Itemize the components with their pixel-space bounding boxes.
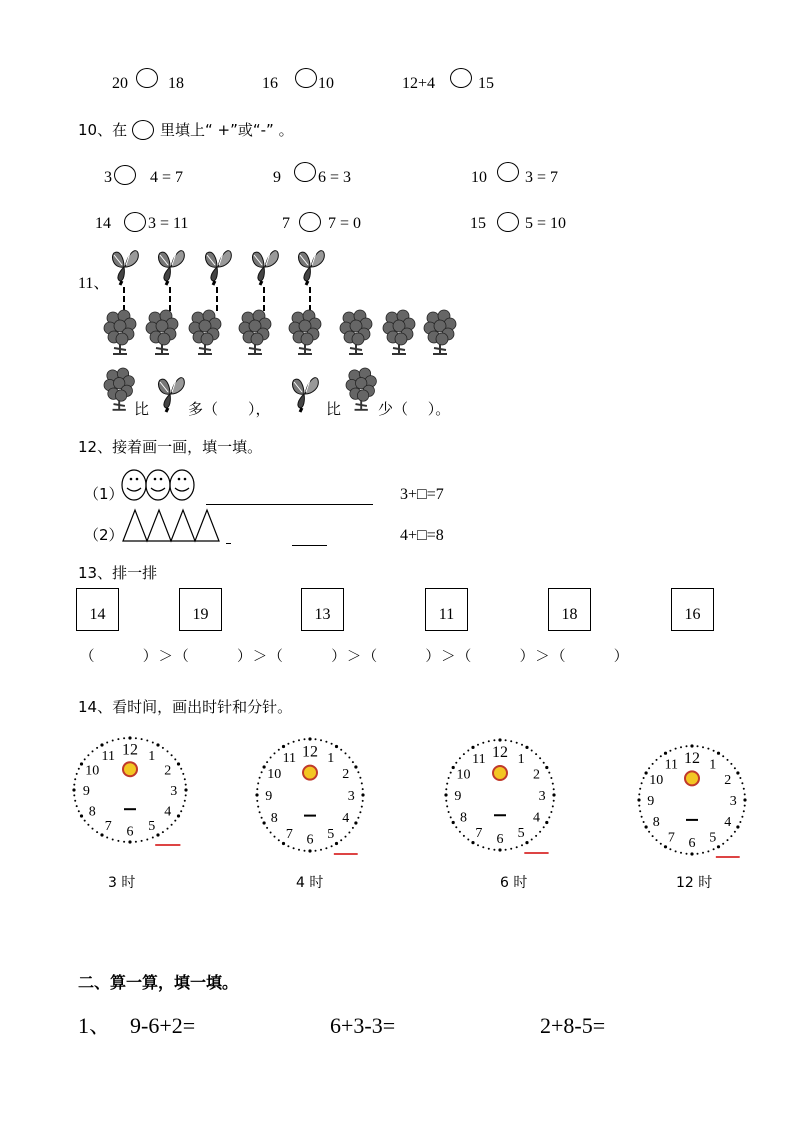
row-number: 1、 [78, 1013, 112, 1038]
svg-text:10: 10 [649, 772, 664, 788]
q12-title: 12、接着画一画，填一填。 [78, 438, 263, 456]
expression: 9-6+2= [130, 1013, 196, 1038]
svg-text:8: 8 [88, 804, 96, 820]
svg-text:4: 4 [724, 815, 732, 831]
svg-text:12: 12 [302, 743, 318, 761]
compare-word: 比 [134, 400, 150, 418]
clock-label: 4 时 [296, 875, 324, 891]
svg-text:12: 12 [122, 741, 138, 759]
svg-text:5: 5 [709, 830, 717, 846]
svg-text:5: 5 [327, 826, 335, 842]
svg-text:4: 4 [164, 804, 172, 820]
answer-circle[interactable] [450, 68, 472, 88]
svg-text:9: 9 [647, 794, 655, 809]
butterfly-icon [110, 247, 140, 285]
flower-icon [346, 368, 376, 412]
smiley-faces [122, 469, 198, 501]
eq-right: 4 = 7 [150, 169, 184, 186]
svg-text:9: 9 [265, 789, 273, 804]
answer-circle[interactable] [497, 162, 519, 182]
flower-icon [104, 368, 134, 412]
compare-right: 10 [318, 75, 334, 92]
number-box [301, 588, 344, 631]
match-line [263, 287, 265, 311]
svg-text:2: 2 [533, 767, 540, 783]
triangles [123, 509, 221, 542]
svg-text:7: 7 [475, 826, 483, 842]
svg-text:6: 6 [688, 836, 696, 852]
flower-icon [104, 310, 136, 356]
q10-number: 10、在 [78, 121, 128, 139]
compare-left: 16 [262, 75, 278, 92]
butterfly-icon [296, 247, 326, 285]
svg-text:5: 5 [517, 826, 525, 842]
svg-text:5: 5 [148, 819, 156, 835]
clock-face[interactable] [440, 734, 560, 864]
eq-left: 15 [470, 215, 486, 232]
eq-left: 9 [273, 169, 281, 186]
expression: 6+3-3= [330, 1013, 396, 1038]
less-blank: 少（ ）。 [378, 400, 451, 418]
eq-left: 14 [95, 215, 111, 232]
svg-text:3: 3 [538, 789, 546, 804]
svg-text:7: 7 [285, 826, 293, 842]
compare-left: 20 [112, 75, 128, 92]
q11-number: 11、 [78, 275, 110, 292]
answer-circle[interactable] [497, 212, 519, 232]
more-blank: 多（ ）， [188, 400, 271, 418]
flower-icon [289, 310, 321, 356]
svg-text:11: 11 [472, 751, 486, 767]
eq-right: 7 = 0 [328, 215, 362, 232]
svg-text:2: 2 [164, 763, 172, 779]
svg-text:11: 11 [282, 751, 297, 767]
clock-label: 3 时 [108, 875, 136, 891]
answer-circle[interactable] [136, 68, 158, 88]
eq-right: 6 = 3 [318, 169, 352, 186]
number: 13 [314, 606, 331, 623]
butterfly-icon [156, 247, 186, 285]
butterfly-icon [156, 374, 186, 412]
number-box [76, 588, 119, 631]
svg-text:9: 9 [454, 789, 462, 804]
svg-text:10: 10 [85, 763, 100, 779]
svg-text:4: 4 [342, 810, 350, 826]
svg-text:6: 6 [126, 824, 134, 840]
eq-right: 3 = 11 [148, 215, 189, 232]
svg-text:1: 1 [709, 757, 717, 773]
flower-icon [189, 310, 221, 356]
expression: 2+8-5= [540, 1013, 606, 1038]
answer-circle[interactable] [294, 162, 316, 182]
clock-label: 12 时 [676, 875, 713, 891]
svg-text:1: 1 [327, 751, 335, 767]
circle-symbol [132, 120, 154, 140]
ordering-blanks[interactable]: （ ）＞（ ）＞（ ）＞（ ）＞（ ）＞（ ） [80, 649, 630, 665]
svg-text:9: 9 [82, 784, 90, 799]
svg-text:11: 11 [664, 757, 679, 773]
eq-left: 7 [282, 215, 290, 232]
number-box [671, 588, 714, 631]
number: 18 [561, 606, 578, 623]
flower-icon [424, 310, 456, 356]
clock-face[interactable] [68, 732, 192, 856]
compare-right: 15 [478, 75, 494, 92]
clock-face[interactable] [251, 733, 369, 865]
equation: 4+□=8 [400, 527, 444, 544]
svg-text:2: 2 [342, 767, 350, 783]
svg-text:1: 1 [148, 748, 156, 764]
answer-line[interactable] [292, 545, 327, 546]
eq-right: 5 = 10 [525, 215, 567, 232]
svg-text:11: 11 [101, 748, 115, 764]
svg-text:6: 6 [306, 832, 314, 848]
flower-icon [340, 310, 372, 356]
clock-label: 6 时 [500, 875, 528, 891]
svg-text:4: 4 [533, 810, 540, 826]
eq-left: 3 [104, 169, 112, 186]
q10-instruction: 里填上“ +”或“-” 。 [160, 121, 294, 139]
equation: 3+□=7 [400, 486, 444, 503]
match-line [309, 287, 311, 311]
compare-word: 比 [326, 400, 342, 418]
flower-icon [383, 310, 415, 356]
match-line [169, 287, 171, 311]
svg-text:6: 6 [496, 831, 504, 847]
number: 16 [684, 606, 701, 623]
clock-face[interactable] [633, 740, 751, 868]
svg-text:8: 8 [652, 815, 660, 831]
number: 11 [438, 606, 455, 623]
part-label: （1） [84, 485, 124, 503]
svg-text:12: 12 [492, 744, 508, 762]
answer-line[interactable] [226, 543, 231, 544]
svg-text:10: 10 [456, 767, 471, 783]
match-line [123, 287, 125, 311]
number-box [425, 588, 468, 631]
answer-line[interactable] [206, 504, 373, 505]
number: 14 [89, 606, 106, 623]
number-box [179, 588, 222, 631]
svg-text:8: 8 [460, 810, 467, 826]
svg-text:8: 8 [270, 810, 278, 826]
number-box [548, 588, 591, 631]
svg-text:12: 12 [684, 749, 700, 767]
eq-right: 3 = 7 [525, 169, 559, 186]
answer-circle[interactable] [295, 68, 317, 88]
match-line [216, 287, 218, 311]
butterfly-icon [250, 247, 280, 285]
compare-right: 18 [168, 75, 184, 92]
compare-left: 12+4 [402, 75, 436, 92]
butterfly-icon [290, 374, 320, 412]
svg-text:2: 2 [724, 772, 732, 788]
answer-circle[interactable] [299, 212, 321, 232]
number: 19 [192, 606, 209, 623]
part-label: （2） [84, 526, 124, 544]
flower-icon [239, 310, 271, 356]
section-title: 二、算一算，填一填。 [78, 973, 239, 992]
eq-left: 10 [471, 169, 487, 186]
svg-text:3: 3 [170, 784, 178, 799]
butterfly-icon [203, 247, 233, 285]
svg-text:3: 3 [729, 794, 737, 809]
q13-title: 13、排一排 [78, 564, 158, 582]
flower-icon [146, 310, 178, 356]
answer-circle[interactable] [124, 212, 146, 232]
q14-title: 14、看时间，画出时针和分针。 [78, 698, 293, 716]
svg-text:10: 10 [267, 767, 282, 783]
svg-text:3: 3 [347, 789, 355, 804]
svg-text:7: 7 [104, 819, 112, 835]
answer-circle[interactable] [114, 165, 136, 185]
svg-text:7: 7 [667, 830, 675, 846]
svg-text:1: 1 [517, 751, 525, 767]
